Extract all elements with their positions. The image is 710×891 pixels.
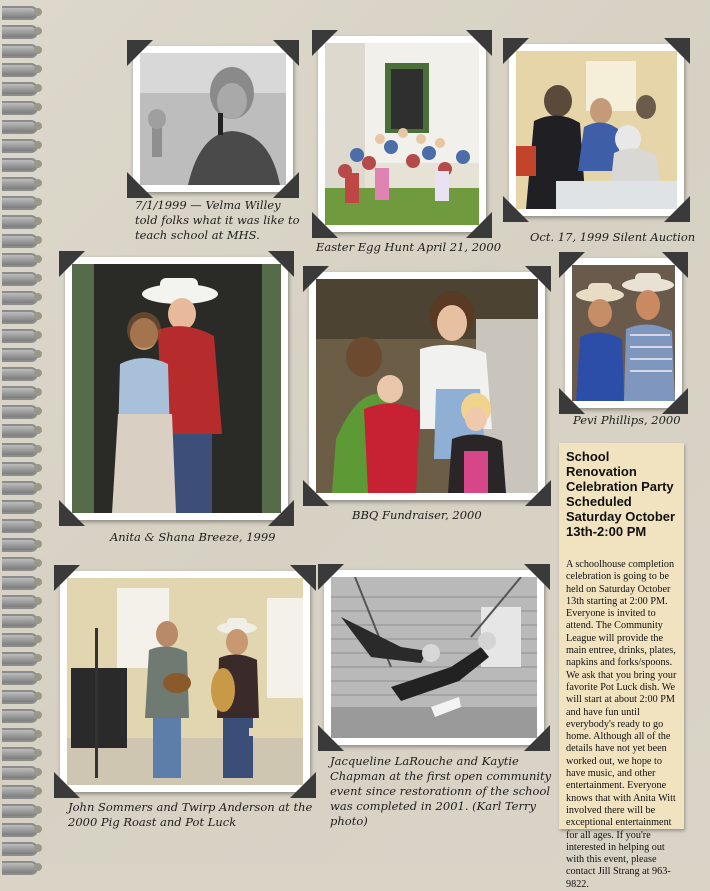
spiral-ring — [2, 234, 38, 248]
easter-egg-hunt-image — [325, 43, 479, 225]
spiral-ring — [2, 576, 38, 590]
anita-shana-breeze-photo — [65, 257, 288, 520]
velma-willey-photo — [133, 46, 293, 192]
binding-hole — [34, 369, 42, 377]
anita-shana-breeze-caption: Anita & Shana Breeze, 1999 — [110, 530, 276, 544]
binding-hole — [34, 141, 42, 149]
binding-hole — [34, 65, 42, 73]
spiral-ring — [2, 595, 38, 609]
spiral-ring — [2, 481, 38, 495]
spiral-ring — [2, 766, 38, 780]
binding-hole — [34, 540, 42, 548]
binding-hole — [34, 673, 42, 681]
binding-hole — [34, 312, 42, 320]
spiral-ring — [2, 538, 38, 552]
binding-hole — [34, 179, 42, 187]
clipping-title: School Renovation Celebration Party Scheduled Saturday October 13th-2:00 PM — [566, 449, 676, 539]
silent-auction-caption: Oct. 17, 1999 Silent Auction — [530, 230, 696, 244]
spiral-ring — [2, 196, 38, 210]
binding-hole — [34, 863, 42, 871]
binding-hole — [34, 388, 42, 396]
spiral-ring — [2, 44, 38, 58]
binding-hole — [34, 293, 42, 301]
binding-hole — [34, 616, 42, 624]
spiral-ring — [2, 348, 38, 362]
silent-auction-image — [516, 51, 677, 209]
pevi-phillips-photo — [565, 258, 682, 408]
binding-hole — [34, 350, 42, 358]
binding-hole — [34, 236, 42, 244]
spiral-ring — [2, 652, 38, 666]
binding-hole — [34, 844, 42, 852]
spiral-ring — [2, 671, 38, 685]
binding-hole — [34, 635, 42, 643]
spiral-ring — [2, 101, 38, 115]
spiral-ring — [2, 25, 38, 39]
binding-hole — [34, 502, 42, 510]
spiral-ring — [2, 690, 38, 704]
binding-hole — [34, 331, 42, 339]
binding-hole — [34, 274, 42, 282]
john-sommers-caption: John Sommers and Twirp Anderson at the 2000 Pig Roast and Pot Luck — [68, 800, 313, 829]
spiral-ring — [2, 63, 38, 77]
binding-hole — [34, 122, 42, 130]
john-sommers-photo — [60, 571, 310, 792]
bbq-fundraiser-image — [316, 279, 538, 493]
spiral-ring — [2, 728, 38, 742]
binding-hole — [34, 445, 42, 453]
spiral-ring — [2, 823, 38, 837]
spiral-ring — [2, 139, 38, 153]
spiral-ring — [2, 367, 38, 381]
easter-egg-hunt-photo — [318, 36, 486, 232]
binding-hole — [34, 255, 42, 263]
velma-willey-caption: 7/1/1999 — Velma Willey told folks what it was like to teach school at MHS. — [135, 198, 300, 242]
bbq-fundraiser-caption: BBQ Fundraiser, 2000 — [352, 508, 482, 522]
spiral-ring — [2, 6, 38, 20]
binding-hole — [34, 426, 42, 434]
binding-hole — [34, 749, 42, 757]
spiral-ring — [2, 557, 38, 571]
spiral-ring — [2, 443, 38, 457]
binding-hole — [34, 692, 42, 700]
spiral-ring — [2, 272, 38, 286]
spiral-ring — [2, 614, 38, 628]
spiral-ring — [2, 633, 38, 647]
spiral-binding — [0, 0, 46, 864]
spiral-ring — [2, 424, 38, 438]
spiral-ring — [2, 291, 38, 305]
binding-hole — [34, 787, 42, 795]
spiral-ring — [2, 842, 38, 856]
spiral-ring — [2, 462, 38, 476]
spiral-ring — [2, 405, 38, 419]
spiral-ring — [2, 500, 38, 514]
spiral-ring — [2, 310, 38, 324]
easter-egg-hunt-caption: Easter Egg Hunt April 21, 2000 — [316, 240, 502, 254]
binding-hole — [34, 27, 42, 35]
spiral-ring — [2, 747, 38, 761]
binding-hole — [34, 825, 42, 833]
jacqueline-kaytie-photo — [324, 570, 544, 745]
binding-hole — [34, 160, 42, 168]
spiral-ring — [2, 861, 38, 875]
newspaper-clipping — [559, 443, 684, 890]
binding-hole — [34, 768, 42, 776]
velma-willey-image — [140, 53, 286, 185]
spiral-ring — [2, 82, 38, 96]
binding-hole — [34, 578, 42, 586]
binding-hole — [34, 8, 42, 16]
spiral-ring — [2, 785, 38, 799]
spiral-ring — [2, 253, 38, 267]
pevi-phillips-image — [572, 265, 675, 401]
bbq-fundraiser-photo — [309, 272, 545, 500]
binding-hole — [34, 806, 42, 814]
binding-hole — [34, 84, 42, 92]
binding-hole — [34, 198, 42, 206]
spiral-ring — [2, 158, 38, 172]
binding-hole — [34, 464, 42, 472]
binding-hole — [34, 46, 42, 54]
binding-hole — [34, 407, 42, 415]
anita-shana-breeze-image — [72, 264, 281, 513]
spiral-ring — [2, 329, 38, 343]
john-sommers-image — [67, 578, 303, 785]
binding-hole — [34, 483, 42, 491]
binding-hole — [34, 103, 42, 111]
binding-hole — [34, 597, 42, 605]
binding-hole — [34, 654, 42, 662]
jacqueline-kaytie-caption: Jacqueline LaRouche and Kaytie Chapman at the first open community event since restorationn of the school was completed in 2001. (Karl Terry photo) — [330, 754, 552, 828]
spiral-ring — [2, 215, 38, 229]
binding-hole — [34, 730, 42, 738]
spiral-ring — [2, 177, 38, 191]
spiral-ring — [2, 519, 38, 533]
spiral-ring — [2, 386, 38, 400]
binding-hole — [34, 521, 42, 529]
binding-hole — [34, 711, 42, 719]
binding-hole — [34, 217, 42, 225]
spiral-ring — [2, 709, 38, 723]
clipping-body: A schoolhouse completion celebration is going to be held on Saturday October 13th starting at 2:00 PM. Everyone is invited to attend. The Community League will provide the main entree, drinks, plates, napkins and forks/spoons. We ask that you bring your favorite Pot Luck dish. We will start at about 2:00 PM and have fun until everybody's ready to go home. Although all of the details have not yet been worked out, we hope to have music, and other entertainment. Everyone knows that with Anita Witt involved there will be exceptional entertainment for all ages. If you're interested in helping out with this event, please contact Jill Strang at 963-9822. — [566, 559, 677, 890]
silent-auction-photo — [509, 44, 684, 216]
spiral-ring — [2, 120, 38, 134]
pevi-phillips-caption: Pevi Phillips, 2000 — [573, 413, 681, 427]
binding-hole — [34, 559, 42, 567]
spiral-ring — [2, 804, 38, 818]
jacqueline-kaytie-image — [331, 577, 537, 738]
